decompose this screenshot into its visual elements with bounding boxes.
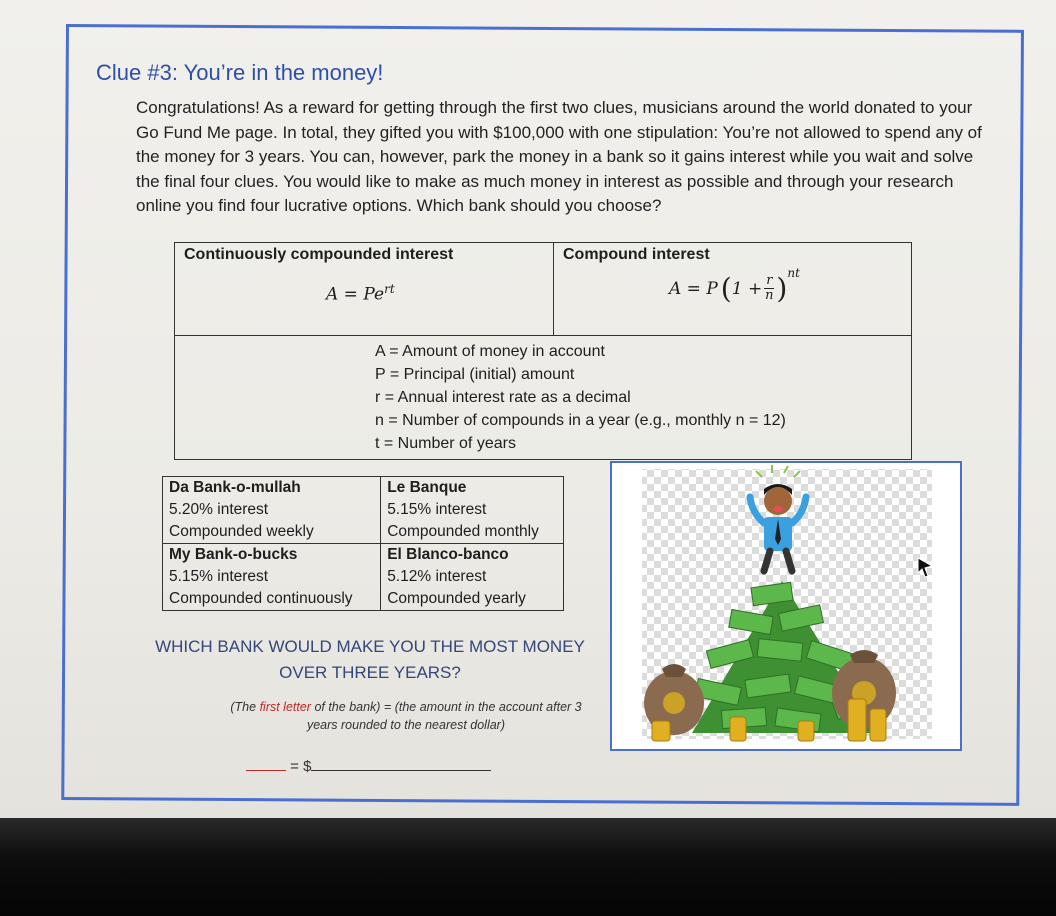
hint-highlight: first letter <box>259 700 311 714</box>
bank-compounding: Compounded yearly <box>387 590 526 607</box>
bank-name: Da Bank-o-mullah <box>163 477 381 500</box>
bank-name: Le Banque <box>387 479 467 496</box>
variable-definitions <box>175 336 912 460</box>
definition-line: t = Number of years <box>375 435 516 452</box>
definition-line: A = Amount of money in account <box>375 343 605 360</box>
compound-header: Compound interest <box>563 246 710 263</box>
bank-rate: 5.15% interest <box>163 566 381 588</box>
bank-options-table <box>162 476 564 611</box>
bank-name: El Blanco-banco <box>381 544 564 567</box>
answer-line: = $ <box>246 758 491 775</box>
bank-rate: 5.15% interest <box>387 501 487 518</box>
monitor-bezel <box>0 818 1056 916</box>
bank-name: My Bank-o-bucks <box>163 544 381 567</box>
continuous-cell <box>175 243 554 336</box>
answer-hint: (The first letter of the bank) = (the amount in the account after 3 years rounded to the nearest dollar) <box>230 700 582 732</box>
money-illustration <box>610 461 962 751</box>
amount-blank[interactable] <box>311 770 491 771</box>
compound-cell <box>554 243 912 336</box>
compound-formula: A = P ( 1 + $\frac{r}{n}$ ) $^{nt}$ <box>669 266 800 305</box>
compound-exponent: nt <box>787 266 800 280</box>
bank-compounding: Compounded continuously <box>163 588 381 611</box>
letter-blank[interactable] <box>246 770 286 771</box>
continuous-header: Continuously compounded interest <box>184 246 454 263</box>
definition-line: r = Annual interest rate as a decimal <box>375 389 631 406</box>
bank-rate: 5.20% interest <box>163 499 381 521</box>
formula-table <box>174 242 912 460</box>
mouse-cursor-icon <box>916 556 936 580</box>
bank-rate: 5.12% interest <box>387 568 487 585</box>
definition-line: n = Number of compounds in a year (e.g., monthly n = 12) <box>375 412 786 429</box>
continuous-exponent: rt <box>384 282 395 296</box>
question: WHICH BANK WOULD MAKE YOU THE MOST MONEY OVER THREE YEARS? <box>155 637 585 682</box>
definition-line: P = Principal (initial) amount <box>375 366 575 383</box>
clue-title: Clue #3: You’re in the money! <box>96 60 384 85</box>
bank-compounding: Compounded monthly <box>387 523 539 540</box>
continuous-formula: $A = Pe^{rt}$ <box>326 282 395 305</box>
intro-paragraph: Congratulations! As a reward for getting through the first two clues, musicians around the world donated to your Go Fund Me page. In total, they gifted you with $100,000 with one stipulation: You’re not allowed to spend any of the money for 3 years. You can, however, park the money in a bank so it gains interest while you wait and solve the final four clues. You would like to make as much money in interest as possible and through your research online you find four lucrative options. Which bank should you choose? <box>136 98 982 215</box>
bank-compounding: Compounded weekly <box>163 521 381 544</box>
